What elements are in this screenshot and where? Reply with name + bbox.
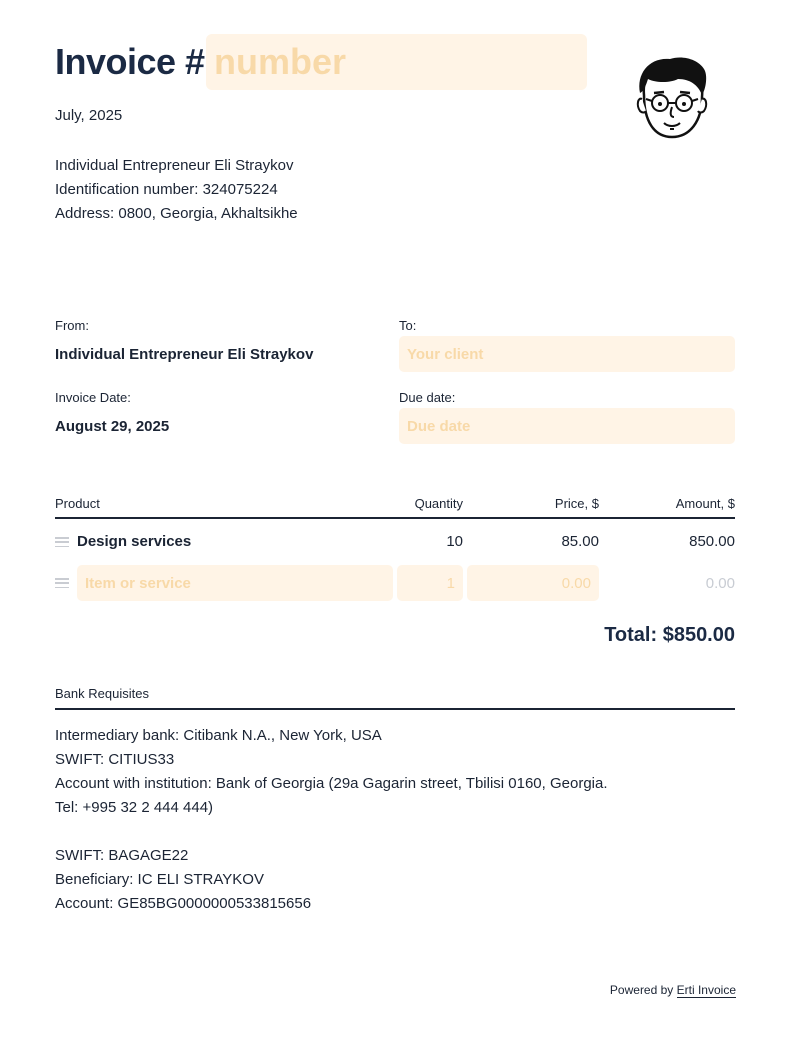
new-row-amount: 0.00 xyxy=(705,575,735,592)
from-label: From: xyxy=(55,318,89,333)
due-date-input[interactable] xyxy=(399,408,735,444)
row-price: 85.00 xyxy=(561,533,599,550)
bank-line: Intermediary bank: Citibank N.A., New York, USA xyxy=(55,727,382,744)
column-header-amount: Amount, $ xyxy=(675,496,735,511)
column-header-product: Product xyxy=(55,496,100,511)
issuer-name: Individual Entrepreneur Eli Straykov xyxy=(55,157,294,174)
due-date-label: Due date: xyxy=(399,390,456,405)
row-amount: 850.00 xyxy=(689,533,735,550)
cartoon-avatar-icon xyxy=(632,55,712,143)
bank-requisites-label: Bank Requisites xyxy=(55,686,149,701)
invoice-number-input[interactable] xyxy=(206,34,587,90)
column-header-quantity: Quantity xyxy=(414,496,463,511)
bank-line: Tel: +995 32 2 444 444) xyxy=(55,799,214,816)
bank-line: Account with institution: Bank of Georgia (29a Gagarin street, Tbilisi 0160, Georgia. xyxy=(55,775,608,792)
column-header-price: Price, $ xyxy=(554,496,599,511)
new-quantity-input[interactable] xyxy=(397,565,463,601)
new-price-input[interactable] xyxy=(467,565,599,601)
invoice-total: Total: $850.00 xyxy=(604,624,735,646)
new-item-input[interactable] xyxy=(77,565,393,601)
erti-invoice-link[interactable]: Erti Invoice xyxy=(676,983,736,997)
table-header-divider xyxy=(55,517,735,519)
invoice-title-text: Invoice # xyxy=(55,41,205,82)
client-input[interactable] xyxy=(399,336,735,372)
issuer-id-number: Identification number: 324075224 xyxy=(55,181,278,198)
invoice-date-value: August 29, 2025 xyxy=(55,418,170,435)
from-value: Individual Entrepreneur Eli Straykov xyxy=(55,346,314,363)
bank-line: Account: GE85BG0000000533815656 xyxy=(55,895,312,912)
row-product: Design services xyxy=(77,533,192,550)
drag-handle-icon[interactable] xyxy=(55,537,69,547)
bank-line: Beneficiary: IC ELI STRAYKOV xyxy=(55,871,264,888)
invoice-period: July, 2025 xyxy=(55,107,123,124)
invoice-date-label: Invoice Date: xyxy=(55,390,131,405)
bank-line-blank xyxy=(55,820,608,844)
issuer-address: Address: 0800, Georgia, Akhaltsikhe xyxy=(55,205,298,222)
issuer-details xyxy=(55,154,298,226)
powered-by-prefix: Powered by xyxy=(609,983,674,997)
bank-details xyxy=(55,724,608,916)
row-quantity: 10 xyxy=(446,533,463,550)
bank-line: SWIFT: CITIUS33 xyxy=(55,751,175,768)
to-label: To: xyxy=(399,318,417,333)
invoice-title xyxy=(55,34,205,90)
bank-divider xyxy=(55,708,735,710)
powered-by xyxy=(610,983,736,997)
bank-line: SWIFT: BAGAGE22 xyxy=(55,847,189,864)
drag-handle-icon[interactable] xyxy=(55,578,69,588)
